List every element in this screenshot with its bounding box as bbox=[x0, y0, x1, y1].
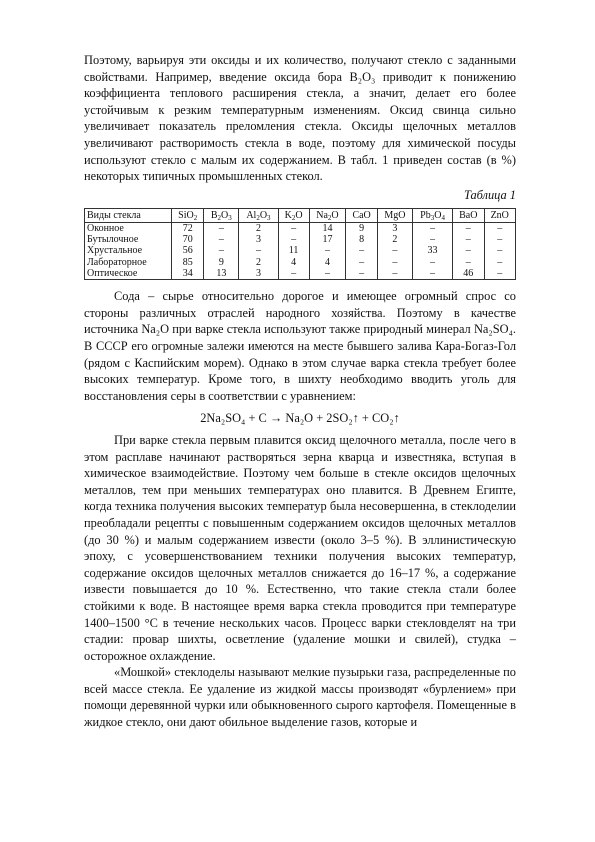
column-header-oxide: $Na_2O$ bbox=[309, 208, 346, 222]
table-cell-value: 56 bbox=[172, 245, 204, 256]
table-cell-value: 33 bbox=[412, 245, 452, 256]
table-cell-value: – bbox=[453, 222, 484, 234]
page-content bbox=[84, 52, 516, 731]
table-cell-value: – bbox=[484, 234, 515, 245]
table-cell-type: Оконное bbox=[85, 222, 172, 234]
table-cell-value: – bbox=[453, 234, 484, 245]
table-row bbox=[85, 222, 516, 234]
column-header-oxide: $K_2O$ bbox=[278, 208, 309, 222]
table-cell-value: 2 bbox=[377, 234, 412, 245]
table-row bbox=[85, 257, 516, 268]
table-header-row bbox=[85, 208, 516, 222]
column-header-oxide: $Al_2O_3$ bbox=[239, 208, 278, 222]
table-cell-value: – bbox=[453, 257, 484, 268]
table-cell-value: – bbox=[412, 234, 452, 245]
table-cell-value: 3 bbox=[239, 234, 278, 245]
table-cell-value: 85 bbox=[172, 257, 204, 268]
table-cell-value: 8 bbox=[346, 234, 377, 245]
column-header-oxide: ZnO bbox=[484, 208, 515, 222]
table-cell-value: – bbox=[484, 245, 515, 256]
table-cell-value: – bbox=[278, 268, 309, 280]
table-cell-type: Хрустальное bbox=[85, 245, 172, 256]
paragraph-glass-oxides: Поэтому, варьируя эти оксиды и их количество, получают стекло с заданными свойствами. Например, введение оксида бора B₂O₃ приводит к понижению коэффициента теплового расширения стекла, а значит, делает его более устойчивым к резким температурным изменениям. Оксид свинца сильно увеличивает показатель преломления стекла. Оксиды щелочных металлов увеличивают растворимость стекла в воде, поэтому для химической посуды используют стекло с малым их содержанием. В табл. 1 приведен состав (в %) некоторых типичных промышленных стекол. bbox=[84, 53, 516, 184]
table-body bbox=[85, 222, 516, 279]
column-header-oxide: $B_2O_3$ bbox=[204, 208, 239, 222]
table-cell-value: 2 bbox=[239, 257, 278, 268]
table-cell-value: – bbox=[412, 268, 452, 280]
table-cell-value: 9 bbox=[346, 222, 377, 234]
table-cell-value: 72 bbox=[172, 222, 204, 234]
table-cell-value: 34 bbox=[172, 268, 204, 280]
column-header-oxide: MgO bbox=[377, 208, 412, 222]
table-cell-value: – bbox=[377, 257, 412, 268]
table-row bbox=[85, 245, 516, 256]
table-cell-value: 11 bbox=[278, 245, 309, 256]
table-cell-value: – bbox=[204, 222, 239, 234]
paragraph-soda: Сода – сырье относительно дорогое и имеющее огромный спрос со стороны различных отраслей народного хозяйства. Поэтому в качестве источника Na₂O при варке стекла используют также природный минерал Na₂SO₄. В СССР его огромные залежи имеются на месте бывшего залива Кара-Богаз-Гол (рядом с Каспийским морем). Однако в этом случае варка стекла требует более высоких температур. Кроме того, в шихту необходимо вводить уголь для восстановления серы в соответствии с уравнением: bbox=[84, 289, 516, 403]
table-cell-value: 17 bbox=[309, 234, 346, 245]
table-cell-value: – bbox=[278, 234, 309, 245]
table-cell-value: 4 bbox=[278, 257, 309, 268]
table-cell-type: Лабораторное bbox=[85, 257, 172, 268]
table-cell-value: – bbox=[377, 245, 412, 256]
column-header-type: Виды стекла bbox=[85, 208, 172, 222]
table-cell-type: Бутылочное bbox=[85, 234, 172, 245]
table-cell-value: 46 bbox=[453, 268, 484, 280]
table-cell-value: – bbox=[309, 245, 346, 256]
paragraph-moshka: «Мошкой» стеклоделы называют мелкие пузырьки газа, распределенные по всей массе стекла. Ее удаление из жидкой массы производят «бурлением» при помощи деревянной чурки или обыкновенного сырого картофеля. Помещенные в жидкое стекло, они дают обильное выделение газов, которые и bbox=[84, 665, 516, 730]
table-cell-value: 13 bbox=[204, 268, 239, 280]
table-cell-value: – bbox=[412, 257, 452, 268]
table-cell-value: 70 bbox=[172, 234, 204, 245]
table-cell-value: 14 bbox=[309, 222, 346, 234]
table-cell-value: 4 bbox=[309, 257, 346, 268]
table-cell-value: – bbox=[377, 268, 412, 280]
table-cell-value: – bbox=[484, 222, 515, 234]
table-cell-value: 3 bbox=[377, 222, 412, 234]
table-cell-value: 9 bbox=[204, 257, 239, 268]
paragraph-melting: При варке стекла первым плавится оксид щелочного металла, после чего в этом расплаве начинают растворяться зерна кварца и известняка, вступая в химическое взаимодействие. Поэтому чем больше в стекле оксидов щелочных металлов, тем при меньших температурах оно плавится. В Древнем Египте, когда техника получения высоких температур была несовершенна, в стеклоделии преобладали рецепты с повышенным содержанием оксидов щелочных металлов (до 30 %) и малым содержанием извести (около 3–5 %). В эллинистическую эпоху, с усовершенствованием техники получения высоких температур, содержание оксидов щелочных металлов снижается до 16–17 %, а содержание извести повышается до 10 %. Естественно, что такие стекла стали более стойкими к воде. В настоящее время варка стекла проводится при температуре 1400–1500 °C в течение нескольких часов. Процесс варки стекловделят на три стадии: провар шихты, осветление (удаление мошки и свилей), студка – осторожное охлаждение. bbox=[84, 432, 516, 663]
table-cell-value: – bbox=[484, 268, 515, 280]
table-caption: Таблица 1 bbox=[464, 187, 516, 202]
table-cell-value: – bbox=[453, 245, 484, 256]
table-cell-value: – bbox=[309, 268, 346, 280]
table-cell-value: – bbox=[346, 257, 377, 268]
table-cell-value: – bbox=[346, 245, 377, 256]
table-row bbox=[85, 234, 516, 245]
table-row bbox=[85, 268, 516, 280]
table-cell-value: – bbox=[412, 222, 452, 234]
column-header-oxide: CaO bbox=[346, 208, 377, 222]
table-cell-value: – bbox=[278, 222, 309, 234]
table-cell-value: – bbox=[204, 234, 239, 245]
table-cell-value: 2 bbox=[239, 222, 278, 234]
column-header-oxide: BaO bbox=[453, 208, 484, 222]
column-header-oxide: $Pb_3O_4$ bbox=[412, 208, 452, 222]
glass-composition-table bbox=[84, 208, 516, 280]
table-cell-type: Оптическое bbox=[85, 268, 172, 280]
column-header-oxide: SiO$_2$ bbox=[172, 208, 204, 222]
reaction-equation: 2Na₂SO₄ + C → Na₂O + 2SO₂↑ + CO₂↑ bbox=[200, 411, 400, 426]
table-cell-value: – bbox=[484, 257, 515, 268]
table-cell-value: – bbox=[346, 268, 377, 280]
table-cell-value: 3 bbox=[239, 268, 278, 280]
table-cell-value: – bbox=[239, 245, 278, 256]
table-cell-value: – bbox=[204, 245, 239, 256]
